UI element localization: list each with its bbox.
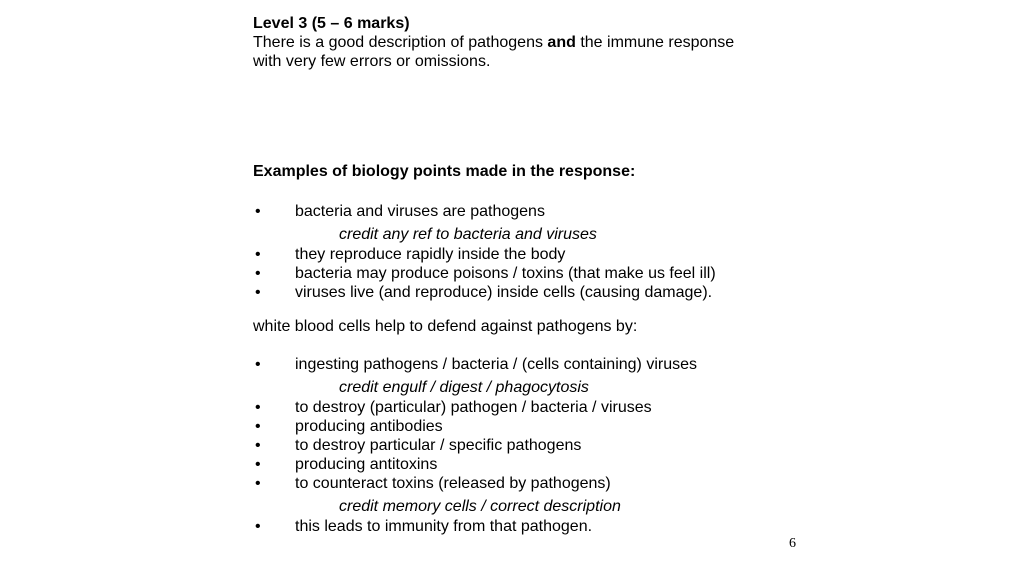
credit-note: credit any ref to bacteria and viruses bbox=[339, 226, 597, 243]
bullet-item bbox=[253, 264, 783, 283]
credit-note: credit engulf / digest / phagocytosis bbox=[339, 379, 589, 396]
level-description-line1-post: the immune response bbox=[575, 34, 735, 51]
level-description-line2: with very few errors or omissions. bbox=[253, 53, 491, 70]
slide-content bbox=[253, 14, 783, 536]
bullet-item-text: producing antitoxins bbox=[295, 456, 438, 473]
bullet-item-text: producing antibodies bbox=[295, 418, 443, 435]
level-description-emphasis: and bbox=[547, 34, 576, 51]
bullet-icon: • bbox=[255, 475, 261, 492]
bullet-item-text: to destroy (particular) pathogen / bacteria / viruses bbox=[295, 399, 652, 416]
level-description-line1-pre: There is a good description of pathogens bbox=[253, 34, 548, 51]
bullet-icon: • bbox=[255, 399, 261, 416]
bullet-icon: • bbox=[255, 437, 261, 454]
heading-gap bbox=[253, 181, 783, 202]
bullet-icon: • bbox=[255, 418, 261, 435]
bullet-item-text: this leads to immunity from that pathogen. bbox=[295, 518, 593, 535]
subsection-intro: white blood cells help to defend against pathogens by: bbox=[253, 318, 638, 335]
examples-heading: Examples of biology points made in the response: bbox=[253, 163, 636, 180]
credit-note: credit memory cells / correct description bbox=[339, 498, 621, 515]
level-description-line1 bbox=[253, 33, 783, 52]
bullet-item bbox=[253, 455, 783, 474]
bullet-item bbox=[253, 283, 783, 302]
bullet-icon: • bbox=[255, 518, 261, 535]
bullet-item-text: ingesting pathogens / bacteria / (cells containing) viruses bbox=[295, 356, 697, 373]
bullet-item bbox=[253, 202, 783, 221]
bullet-item-text: they reproduce rapidly inside the body bbox=[295, 246, 566, 263]
bullet-item bbox=[253, 517, 783, 536]
bullet-item-text: to counteract toxins (released by pathogens) bbox=[295, 475, 611, 492]
bullet-item bbox=[253, 245, 783, 264]
bullet-item-text: bacteria may produce poisons / toxins (that make us feel ill) bbox=[295, 265, 716, 282]
bullet-icon: • bbox=[255, 265, 261, 282]
level-heading: Level 3 (5 – 6 marks) bbox=[253, 15, 410, 32]
section-gap bbox=[253, 71, 783, 162]
bullet-item bbox=[253, 474, 783, 493]
bullet-item-text: to destroy particular / specific pathogens bbox=[295, 437, 582, 454]
bullet-item-text: viruses live (and reproduce) inside cells (causing damage). bbox=[295, 284, 713, 301]
bullet-icon: • bbox=[255, 456, 261, 473]
bullet-icon: • bbox=[255, 356, 261, 373]
bullet-item bbox=[253, 417, 783, 436]
page-number: 6 bbox=[789, 536, 796, 551]
bullet-item-text: bacteria and viruses are pathogens bbox=[295, 203, 545, 220]
bullet-item bbox=[253, 355, 783, 374]
bullet-icon: • bbox=[255, 203, 261, 220]
bullet-item bbox=[253, 436, 783, 455]
bullet-item bbox=[253, 398, 783, 417]
bullet-icon: • bbox=[255, 246, 261, 263]
bullet-icon: • bbox=[255, 284, 261, 301]
